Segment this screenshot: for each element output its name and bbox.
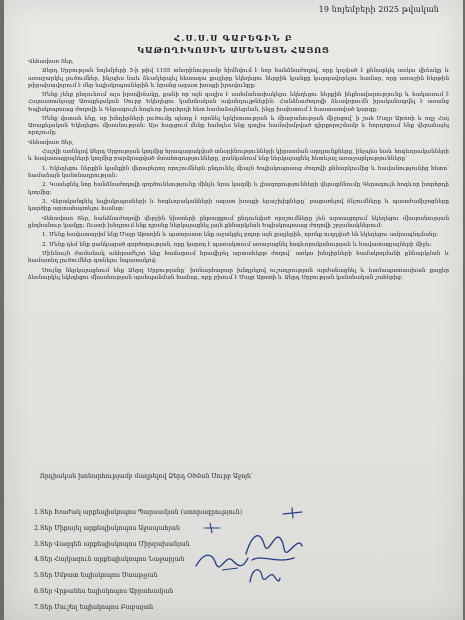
closing-line: Որդիական խոնարհությամբ մաղթելով Ձերդ Օծման Սուրբ Աջոյն՝ <box>40 473 254 480</box>
body-paragraph: Ձերդ Սրբության նոյեմբերի 5-ի թիվ 1105 տնօրինությամբ հիմնվում է նոր հանձնաժողով, որը կոչված է քննարկել առկա վիճակը և առաջարկել լուծումներ, ինչպես նաև ձևակերպել հետագա քայլերը եկեղեցու ներքին կյանքը կարգավորելու համար, որը առաջին հերթին թիրախավորում է մեր եպիսկոպոսներին և նրանց ազատ խոսքի իրավունքը։ <box>28 68 449 89</box>
signatories-list <box>34 505 334 616</box>
salutation: Վեհափառ Տեր, <box>28 139 74 146</box>
letter-page <box>4 0 463 620</box>
signatory-item: 3.Տեր Վազգեն արքեպիսկոպոս Միրզախանյան <box>34 540 190 548</box>
letter-body <box>28 59 449 284</box>
body-paragraph: Մենք վստահ ենք, որ խնդիրների լուծումը պետք է որոնել երկխոսության և միաբանության միջոցով՝ ի շահ Մայր Աթոռի և ողջ Հայ Առաքելական Եկեղեցու միասնության։ Այս հարցում մենք հանդես ենք գալիս համախմբված դիրքորոշմամբ և հորդորում ենք վերանայել որոշումը։ <box>28 115 449 137</box>
body-paragraph: 2. Մենք դեմ ենք ցանկացած գործողության, որը կարող է պառակտում առաջացնել հոգևորականության և հավատացյալների միջև։ <box>42 241 433 248</box>
body-paragraph: 1. Մենք հավատարիմ ենք Մայր Աթոռին և պատրաստ ենք աջակցել բոլոր այն քայլերին, որոնք ուղղված են եկեղեցու ամրապնդմանը։ <box>42 232 439 239</box>
signatory-item: 7.Տեր Մուշեղ եպիսկոպոս Բաբայան <box>34 603 154 611</box>
signatory-item: 1.Տեր Խաժակ արքեպիսկոպոս Պարսամյան (ստորագրություն) <box>34 509 243 516</box>
body-paragraph: 1. Եկեղեցու ներքին կյանքին վերաբերող որոշումներն ընդունել միայն Եպիսկոպոսաց ժողովի քննարկումից և հավանությունից հետո՝ համաձայն կանոնադրության։ <box>28 165 449 179</box>
letter-date: 19 նոյեմբերի 2025 թվական <box>318 5 439 14</box>
body-paragraph: Վեհափառ Տեր, հանձնաժողովի վերջին նիստերի ընթացքում ընդունված որոշումները չեն արտացոլում եկեղեցու միաբանության ընդհանուր կամքը։ Ուստի խնդրում ենք դրանք ներկայացնել լայն քննարկման Եպիսկոպոսաց ժողովի շրջանակներում։ <box>28 215 449 229</box>
body-paragraph: 3. Վերականգնել եպիսկոպոսների և հոգևորականների ազատ խոսքի երաշխիքները՝ բացառելով ճնշումները և պատժամիջոցները կարծիք արտահայտելու համար։ <box>28 198 449 213</box>
body-paragraph: 2. Կասեցնել նոր հանձնաժողովի գործունեությունը մինչև նրա կազմի և լիազորությունների վերաքննումը Գերագույն հոգևոր խորհրդի կողմից։ <box>28 182 449 196</box>
body-paragraph: Մենք չենք ընդունում այս իրավիճակը, քանի որ այն գալիս է սահմանափակելու եկեղեցու ներքին ինքնավարությունը և հակասում է Հայաստանյայց Առաքելական Սուրբ Եկեղեցու կանոնական ավանդույթներին։ Հանձնաժողովի ձևավորումն իրականացվել է առանց Եպիսկոպոսաց ժողովի և Գերագույն հոգևոր խորհրդի հետ համաձայնեցման, ինչը խախտում է հաստատված կարգը։ <box>28 92 449 113</box>
body-paragraph: Սույնը ներկայացնում ենք Ձերդ Սրբությանը՝ խոնարհաբար խնդրելով ուշադրության արժանացնել և համապատասխան քայլեր ձեռնարկել եկեղեցու միասնության պահպանման համար, որը բխում է Մայր Աթոռի և Ձերդ Սրբության կանոնական շահերից։ <box>28 267 449 281</box>
addressee-subtitle: ԿԱԹՈՂԻԿՈՍԻՆ ԱՄԵՆԱՅՆ ՀԱՅՈՑ <box>137 45 330 55</box>
body-paragraph: Միևնույն ժամանակ անհրաժեշտ ենք համարում հրավիրել արտահերթ ժողով՝ առկա խնդիրների համակողմանի քննարկման և համատեղ լուծումներ գտնելու նպատակով։ <box>28 250 449 265</box>
signatory-item: 4.Տեր Հայկազուն արքեպիսկոպոս Նաջարյան <box>34 556 185 564</box>
body-paragraph: Հաշվի առնելով Ձերդ Սրբության կողմից հրապարակված տնօրինությունների կիրառման արդյունքները, ինչպես նաև հոգևորականների և հավատացյալների կողմից բարձրացված մտահոգությունները, ցանկանում ենք ներկայացնել հետևյալ առաջարկությունները՝ <box>28 149 449 163</box>
signatory-item: 2.Տեր Միքայել արքեպիսկոպոս Աջապահյան <box>34 524 180 532</box>
signatory-item: 6.Տեր Վրթանես եպիսկոպոս Աբրահամյան <box>34 587 174 595</box>
addressee-title: Հ.Ս.Ս.Ս ԳԱՐԵԳԻՆ Բ <box>174 33 293 43</box>
signatory-item: 5.Տեր Սմբատ եպիսկոպոս Սաաթչյան <box>34 572 158 580</box>
salutation: Վեհափառ Տեր, <box>28 59 74 65</box>
